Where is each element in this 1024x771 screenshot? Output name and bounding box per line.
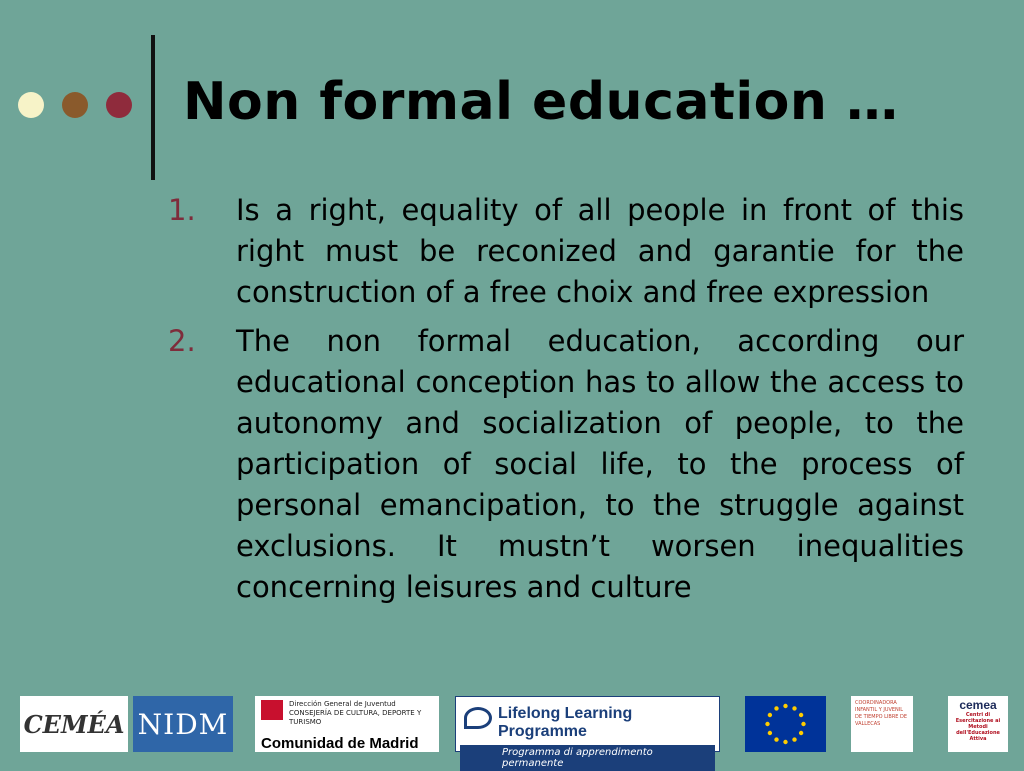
cemea-italia-logo bbox=[948, 696, 1008, 752]
comunidad-madrid-logo bbox=[255, 696, 439, 752]
list-text: Is a right, equality of all people in front of this right must be reconized and garantie for the construction of a free choix and free expression bbox=[236, 193, 964, 309]
nidm-logo bbox=[133, 696, 233, 752]
madrid-line2: CONSEJERÍA DE CULTURA, DEPORTE Y TURISMO bbox=[289, 709, 422, 726]
cemea-logo-text: CEMÉA bbox=[23, 709, 125, 739]
madrid-flag-icon bbox=[261, 700, 283, 720]
title-decoration-dots bbox=[18, 92, 132, 118]
sponsor-logos-bar bbox=[0, 696, 1024, 769]
list-number: 2. bbox=[168, 324, 196, 358]
list-text: The non formal education, according our educational conception has to allow the access to autonomy and socialization of people, to the participation of social life, to the process of personal emancipation, to the struggle against exclusions. It mustn’t worsen inequalities concerning leisures and culture bbox=[236, 324, 964, 604]
brown-dot bbox=[62, 92, 88, 118]
content-list bbox=[168, 190, 964, 616]
llp-swirl-icon bbox=[464, 707, 492, 729]
cemea-italia-name: cemea bbox=[959, 698, 997, 712]
slide-title: Non formal education … bbox=[183, 72, 899, 132]
llp-title: Lifelong Learning Programme bbox=[498, 705, 633, 740]
maroon-dot bbox=[106, 92, 132, 118]
eu-stars-icon bbox=[745, 696, 826, 752]
coordinadora-text: COORDINADORA INFANTIL Y JUVENIL DE TIEMPO LIBRE DE VALLECAS bbox=[855, 700, 908, 727]
coordinadora-logo bbox=[851, 696, 913, 752]
list-number: 1. bbox=[168, 193, 196, 227]
cream-dot bbox=[18, 92, 44, 118]
madrid-name: Comunidad de Madrid bbox=[261, 735, 419, 752]
llp-subtitle: Programma di apprendimento permanente bbox=[460, 745, 715, 771]
list-item bbox=[168, 321, 964, 608]
madrid-line1: Dirección General de Juventud bbox=[289, 700, 396, 708]
cemea-logo bbox=[20, 696, 128, 752]
list-item bbox=[168, 190, 964, 313]
nidm-logo-text: NIDM bbox=[137, 707, 229, 741]
lifelong-learning-logo bbox=[455, 696, 720, 769]
title-divider bbox=[151, 35, 155, 180]
cemea-italia-sub: Centri di Esercitazione ai Metodi dell'Educazione Attiva bbox=[955, 712, 1001, 742]
eu-flag-logo bbox=[745, 696, 826, 752]
